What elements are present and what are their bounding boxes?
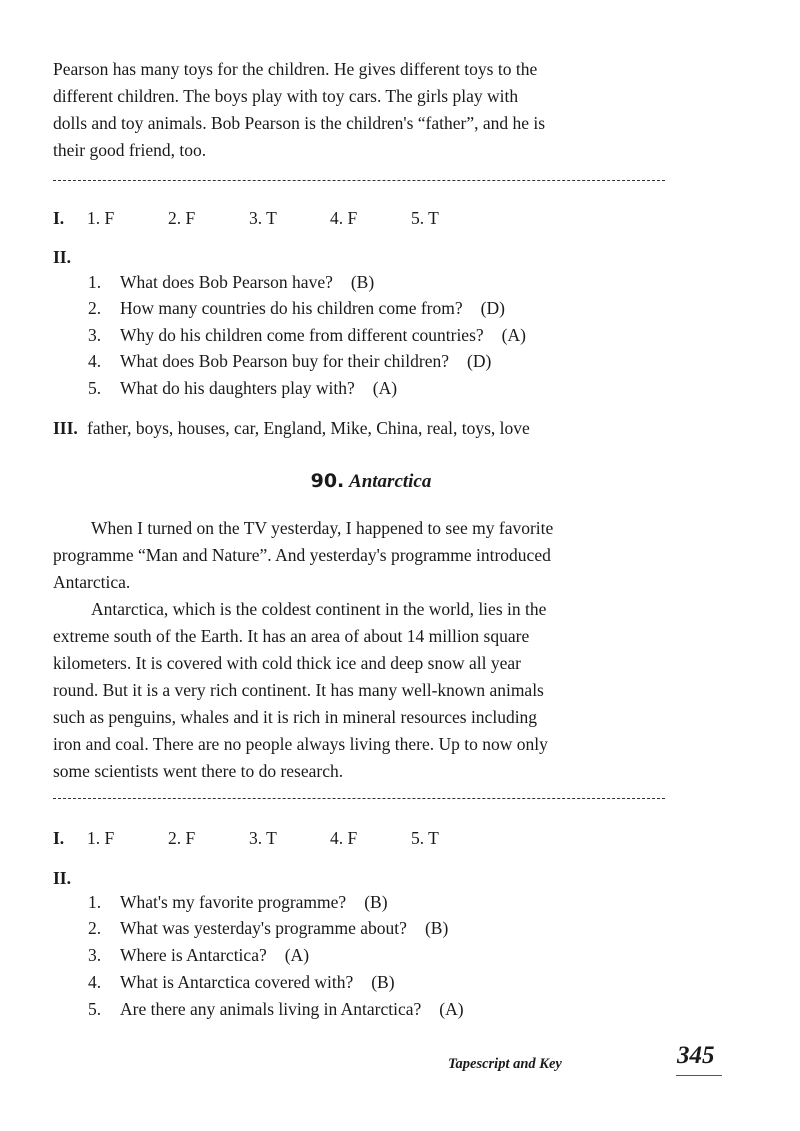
question-answer: (A) (284, 945, 310, 965)
story-line: Antarctica, which is the coldest continent in the world, lies in the (91, 599, 547, 619)
question-text: Where is Antarctica? (120, 945, 267, 965)
section-label: II. (53, 247, 71, 267)
section-label: I. (53, 828, 65, 848)
key1-section1 (53, 208, 492, 232)
question-number: 4. (88, 351, 102, 371)
section-label: I. (53, 208, 65, 228)
intro-line: different children. The boys play with toy cars. The girls play with (53, 86, 519, 106)
separator-dashes (53, 180, 665, 181)
key1-section2-label (53, 247, 87, 271)
question-number: 1. (88, 272, 102, 292)
tf-answer: 3. T (249, 208, 277, 228)
tf-answer: 2. F (168, 828, 196, 848)
story-line: Antarctica. (53, 572, 131, 592)
story-line: kilometers. It is covered with cold thick ice and deep snow all year (53, 653, 521, 673)
question-item (88, 945, 309, 966)
question-text: Why do his children come from different countries? (120, 325, 484, 345)
question-answer: (A) (501, 325, 526, 345)
question-text: How many countries do his children come from? (120, 298, 463, 318)
question-item (88, 325, 526, 346)
question-item (88, 351, 491, 372)
story-line: round. But it is a very rich continent. It has many well-known animals (53, 680, 544, 700)
key2-section2-label (53, 868, 87, 892)
question-item (88, 918, 448, 939)
tf-answer: 1. F (87, 828, 115, 848)
question-number: 5. (88, 999, 102, 1019)
intro-line: Pearson has many toys for the children. He gives different toys to the (53, 59, 538, 79)
question-item (88, 272, 374, 293)
question-text: What does Bob Pearson have? (120, 272, 333, 292)
lesson-number: 90. (310, 470, 345, 492)
tf-answer: 2. F (168, 208, 196, 228)
question-number: 2. (88, 918, 102, 938)
tf-answer: 4. F (330, 208, 358, 228)
story-line: extreme south of the Earth. It has an area of about 14 million square (53, 626, 530, 646)
separator-dashes (53, 798, 665, 799)
question-text: What do his daughters play with? (120, 378, 355, 398)
key1-section3 (53, 418, 530, 442)
question-number: 3. (88, 325, 102, 345)
story-line: When I turned on the TV yesterday, I happened to see my favorite (91, 518, 554, 538)
question-item (88, 892, 388, 913)
question-answer: (B) (371, 972, 395, 992)
question-answer: (A) (372, 378, 398, 398)
key2-section1 (53, 828, 492, 852)
tf-answer: 5. T (411, 828, 439, 848)
question-number: 3. (88, 945, 102, 965)
story-line: such as penguins, whales and it is rich in mineral resources including (53, 707, 538, 727)
question-item (88, 999, 464, 1020)
question-text: Are there any animals living in Antarctica? (120, 999, 422, 1019)
story-line: programme “Man and Nature”. And yesterday's programme introduced (53, 545, 551, 565)
story-paragraph-1 (53, 515, 673, 596)
page-number: 345 (677, 1042, 715, 1069)
lesson-name: Antarctica (349, 471, 432, 492)
question-number: 2. (88, 298, 102, 318)
question-number: 1. (88, 892, 102, 912)
question-item (88, 378, 397, 399)
section-label: III. (53, 418, 78, 438)
tf-answer: 1. F (87, 208, 115, 228)
story-line: some scientists went there to do research. (53, 761, 344, 781)
story-line: iron and coal. There are no people always living there. Up to now only (53, 734, 548, 754)
question-answer: (B) (350, 272, 375, 292)
question-text: What's my favorite programme? (120, 892, 347, 912)
section-label: II. (53, 868, 71, 888)
question-text: What was yesterday's programme about? (120, 918, 407, 938)
question-number: 4. (88, 972, 102, 992)
tf-answer: 3. T (249, 828, 277, 848)
intro-line: their good friend, too. (53, 140, 207, 160)
question-item (88, 972, 395, 993)
tf-answer: 4. F (330, 828, 358, 848)
question-answer: (B) (364, 892, 388, 912)
intro-paragraph (53, 56, 673, 164)
question-text: What does Bob Pearson buy for their children? (120, 351, 450, 371)
question-answer: (A) (439, 999, 464, 1019)
footer-section-label: Tapescript and Key (448, 1056, 562, 1072)
question-answer: (D) (467, 351, 492, 371)
word-list: father, boys, houses, car, England, Mike, China, real, toys, love (87, 418, 530, 438)
page-number-rule (676, 1075, 722, 1076)
question-text: What is Antarctica covered with? (120, 972, 354, 992)
question-item (88, 298, 505, 319)
question-number: 5. (88, 378, 102, 398)
intro-line: dolls and toy animals. Bob Pearson is the children's “father”, and he is (53, 113, 546, 133)
question-answer: (B) (424, 918, 449, 938)
story-paragraph-2 (53, 596, 673, 785)
lesson-title (0, 470, 742, 493)
question-answer: (D) (480, 298, 505, 318)
tf-answer: 5. T (411, 208, 439, 228)
